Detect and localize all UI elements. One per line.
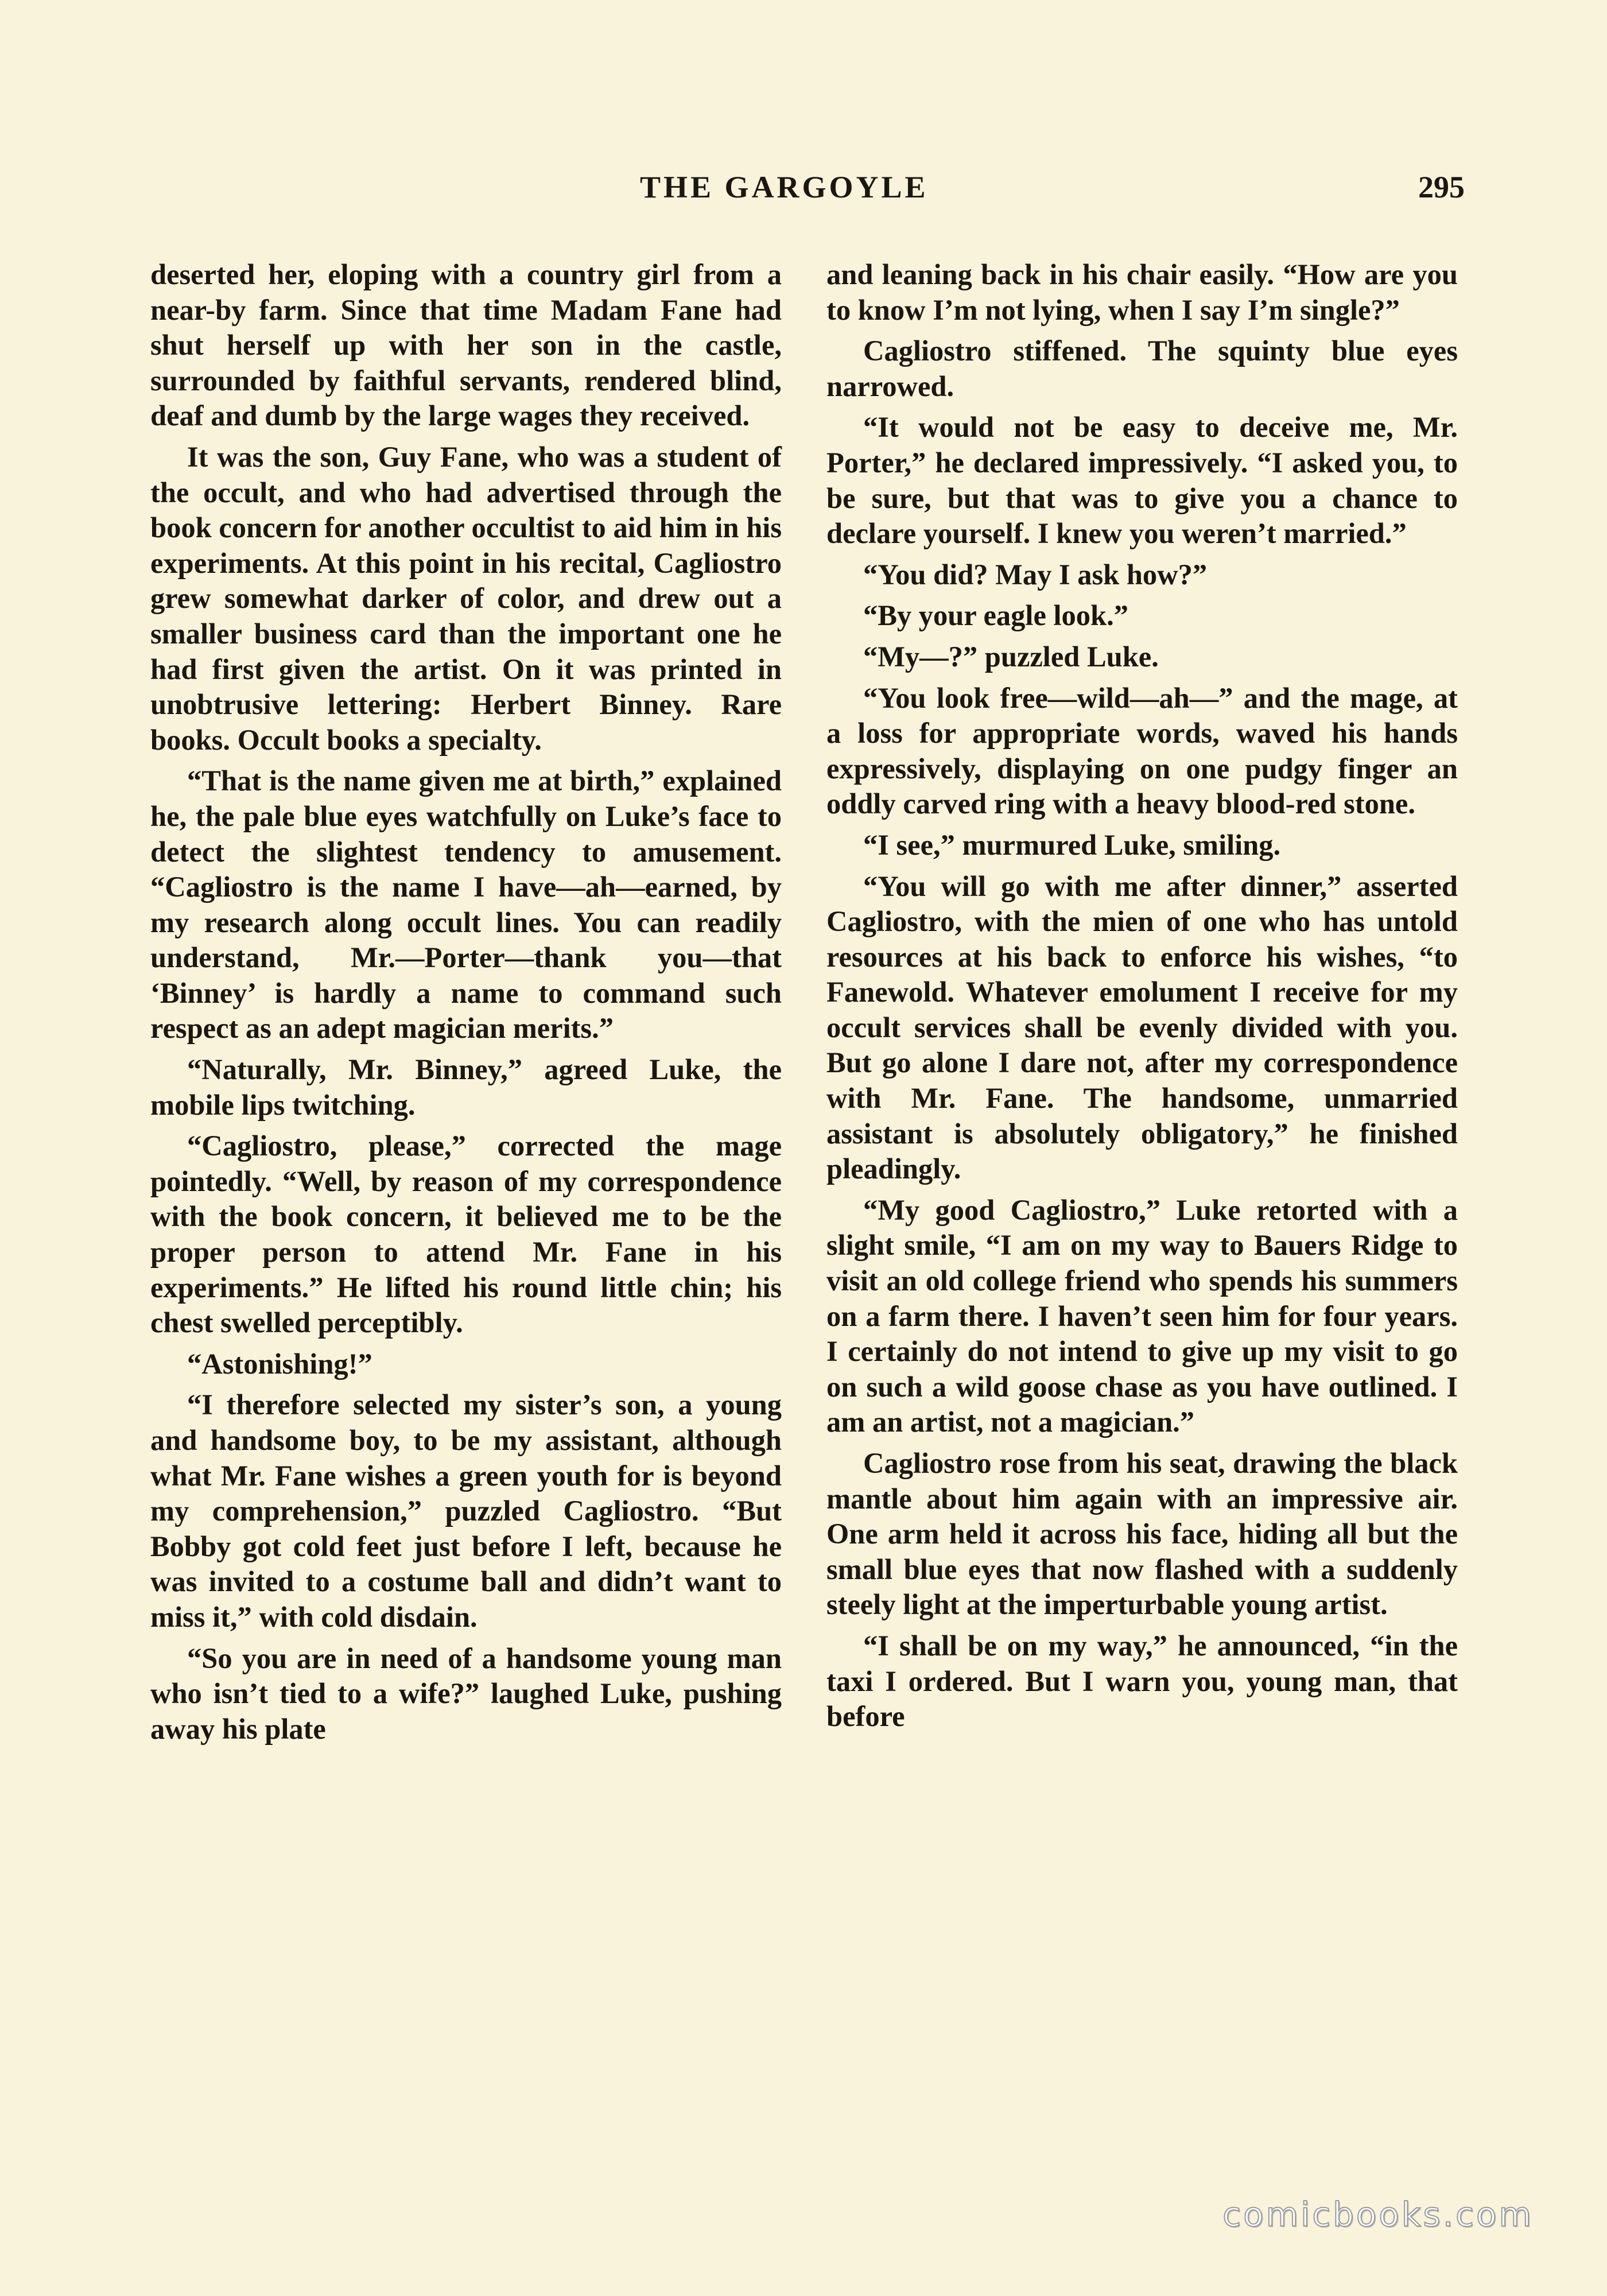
paragraph: “I therefore selected my sister’s son, a young and handsome boy, to be my assistant, although what Mr. Fane wishes a green youth for is beyond my comprehension,” puzzled Cagliostro. “But Bobby got cold feet just before I left, because he was invited to a costume ball and didn’t want to miss it,” with cold disdain. — [150, 1389, 782, 1633]
paragraph: “Astonishing!” — [187, 1347, 372, 1380]
page-number: 295 — [1418, 170, 1465, 204]
paragraph: “I shall be on my way,” he announced, “in the taxi I ordered. But I warn you, young man, that before — [826, 1629, 1458, 1733]
paragraph: “You will go with me after dinner,” asserted Cagliostro, with the mien of one who has untold resources at his back to enforce his wishes, “to Fanewold. Whatever emolument I receive for my occult services shall be evenly divided with you. But go alone I dare not, after my correspondence with Mr. Fane. The handsome, unmarried assistant is absolutely obligatory,” he finished pleadingly. — [826, 870, 1458, 1185]
paragraph: “By your eagle look.” — [863, 599, 1128, 632]
site-watermark: comicbooks.com — [1222, 2195, 1534, 2234]
paragraph: “You look free—wild—ah—” and the mage, at a loss for appropriate words, waved his hands expressively, displaying on one pudgy finger an oddly carved ring with a heavy blood-red stone. — [826, 681, 1458, 820]
right-column — [826, 257, 1458, 1740]
paragraph: and leaning back in his chair easily. “How are you to know I’m not lying, when I say I’m single?” — [826, 258, 1458, 326]
paragraph: It was the son, Guy Fane, who was a student of the occult, and who had advertised through the book concern for another occultist to aid him in his experiments. At this point in his recital, Cagliostro grew somewhat darker of color, and drew out a smaller business card than the important one he had first given the artist. On it was printed in unobtrusive lettering: Herbert Binney. Rare books. Occult books a specialty. — [150, 440, 782, 756]
paragraph: deserted her, eloping with a country girl from a near-by farm. Since that time Madam Fane had shut herself up with her son in the castle, surrounded by faithful servants, rendered blind, deaf and dumb by the large wages they received. — [150, 258, 782, 432]
left-column — [150, 257, 782, 1752]
paragraph: “My good Cagliostro,” Luke retorted with a slight smile, “I am on my way to Bauers Ridge to visit an old college friend who spends his summers on a farm there. I haven’t seen him for four years. I certainly do not intend to give up my visit to go on such a wild goose chase as you have outlined. I am an artist, not a magician.” — [826, 1193, 1458, 1438]
running-head — [640, 169, 1465, 215]
running-head-title: THE GARGOYLE — [640, 170, 929, 204]
paragraph: “My—?” puzzled Luke. — [863, 640, 1159, 673]
paragraph: “I see,” murmured Luke, smiling. — [863, 828, 1281, 861]
paragraph: Cagliostro rose from his seat, drawing the black mantle about him again with an impressive air. One arm held it across his face, hiding all but the small blue eyes that now flashed with a suddenly steely light at the imperturbable young artist. — [826, 1447, 1458, 1621]
paragraph: Cagliostro stiffened. The squinty blue eyes narrowed. — [826, 335, 1458, 402]
paragraph: “You did? May I ask how?” — [863, 558, 1208, 591]
paragraph: “So you are in need of a handsome young man who isn’t tied to a wife?” laughed Luke, pushing away his plate — [150, 1642, 782, 1745]
paragraph: “That is the name given me at birth,” explained he, the pale blue eyes watchfully on Luke’s face to detect the slightest tendency to amusement. “Cagliostro is the name I have—ah—earned, by my research along occult lines. You can readily understand, Mr.—Porter—thank you—that ‘Binney’ is hardly a name to command such respect as an adept magician merits.” — [150, 765, 782, 1045]
paragraph: “Naturally, Mr. Binney,” agreed Luke, the mobile lips twitching. — [150, 1053, 782, 1121]
paragraph: “It would not be easy to deceive me, Mr. Porter,” he declared impressively. “I asked you, to be sure, but that was to give you a chance to declare yourself. I knew you weren’t married.” — [826, 411, 1458, 550]
paragraph: “Cagliostro, please,” corrected the mage pointedly. “Well, by reason of my correspondence with the book concern, it believed me to be the proper person to attend Mr. Fane in his experiments.” He lifted his round little chin; his chest swelled perceptibly. — [150, 1130, 782, 1339]
